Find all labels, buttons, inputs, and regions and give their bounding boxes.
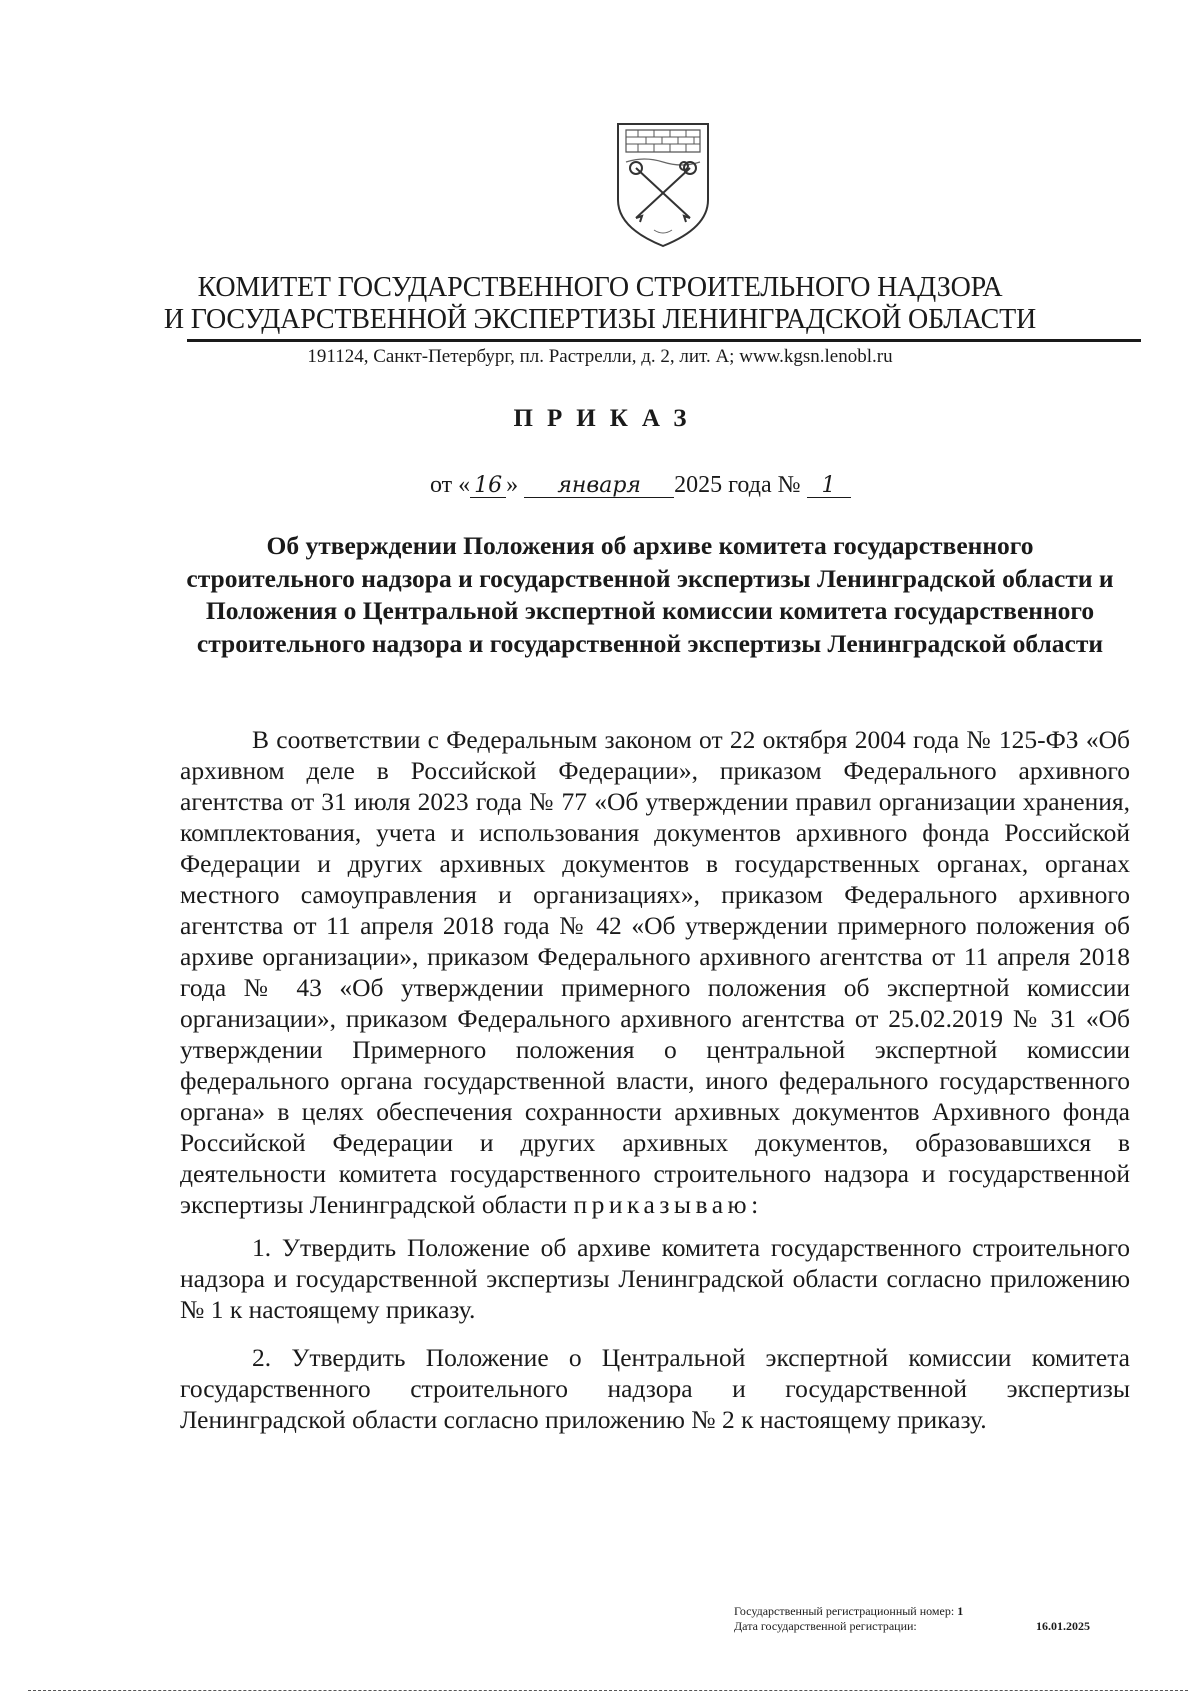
header-divider: [187, 339, 1141, 342]
date-mid: »: [506, 472, 519, 498]
date-day-handwritten: 16: [470, 475, 506, 498]
organization-name-line1: КОМИТЕТ ГОСУДАРСТВЕННОГО СТРОИТЕЛЬНОГО НАДЗОРА: [197, 272, 1003, 303]
preamble-text: В соответствии с Федеральным законом от 22 октября 2004 года № 125-ФЗ «Об архивном деле в Российской Федерации», приказом Федерального архивного агентства от 31 июля 2023 года № 77 «Об утверждении правил организации хранения, комплектования, учета и использования документов архивного фонда Российской Федерации и других архивных документов в государственных органах, органах местного самоуправления и организациях», приказом Федерального архивного агентства от 11 апреля 2018 года № 42 «Об утверждении примерного положения об архиве организации», приказом Федерального архивного агентства от 11 апреля 2018 года № 43 «Об утверждении примерного положения об экспертной комиссии организации», приказом Федерального архивного агентства от 25.02.2019 № 31 «Об утверждении Примерного положения о центральной экспертной комиссии федерального органа государственной власти, иного федерального государственного органа» в целях обеспечения сохранности архивных документов Архивного фонда Российской Федерации и других архивных документов, образовавшихся в деятельности комитета государственного строительного надзора и государственной экспертизы Ленинградской области: [180, 725, 1130, 1219]
date-month-handwritten: января: [524, 475, 674, 498]
registration-date-value: 16.01.2025: [1036, 1619, 1090, 1633]
document-type: ПРИКАЗ: [513, 405, 701, 432]
coat-of-arms-icon: [614, 120, 712, 250]
date-year: 2025 года №: [674, 472, 801, 498]
date-prefix: от «: [430, 472, 471, 498]
order-word: приказываю:: [573, 1190, 763, 1219]
registration-date-label: Дата государственной регистрации:: [734, 1619, 917, 1633]
registration-number-label: Государственный регистрационный номер:: [734, 1604, 955, 1618]
order-item-1: 1. Утвердить Положение об архиве комитета государственного строительного надзора и государственной экспертизы Ленинградской области согласно приложению № 1 к настоящему приказу.: [180, 1233, 1130, 1324]
registration-number-row: [734, 1604, 963, 1619]
document-date-line: [430, 472, 851, 499]
order-item-2: 2. Утвердить Положение о Центральной экспертной комиссии комитета государственного строительного надзора и государственной экспертизы Ленинградской области согласно приложению № 2 к настоящему приказу.: [180, 1343, 1130, 1434]
preamble-paragraph: [180, 724, 1130, 1220]
page-bottom-line: [28, 1690, 1188, 1691]
document-body: [180, 724, 1130, 1435]
document-title: Об утверждении Положения об архиве комитета государственного строительного надзора и государственной экспертизы Ленинградской области и Положения о Центральной экспертной комиссии комитета государственного строительного надзора и государственной экспертизы Ленинградской области: [186, 531, 1114, 658]
registration-stamp: [734, 1604, 1090, 1634]
organization-name-line2: И ГОСУДАРСТВЕННОЙ ЭКСПЕРТИЗЫ ЛЕНИНГРАДСКОЙ ОБЛАСТИ: [163, 304, 1037, 335]
registration-date-row: [734, 1619, 1090, 1634]
organization-address: 191124, Санкт-Петербург, пл. Растрелли, д. 2, лит. А; www.kgsn.lenobl.ru: [307, 346, 893, 367]
document-number-handwritten: 1: [807, 475, 851, 498]
registration-number-value: 1: [957, 1604, 964, 1618]
